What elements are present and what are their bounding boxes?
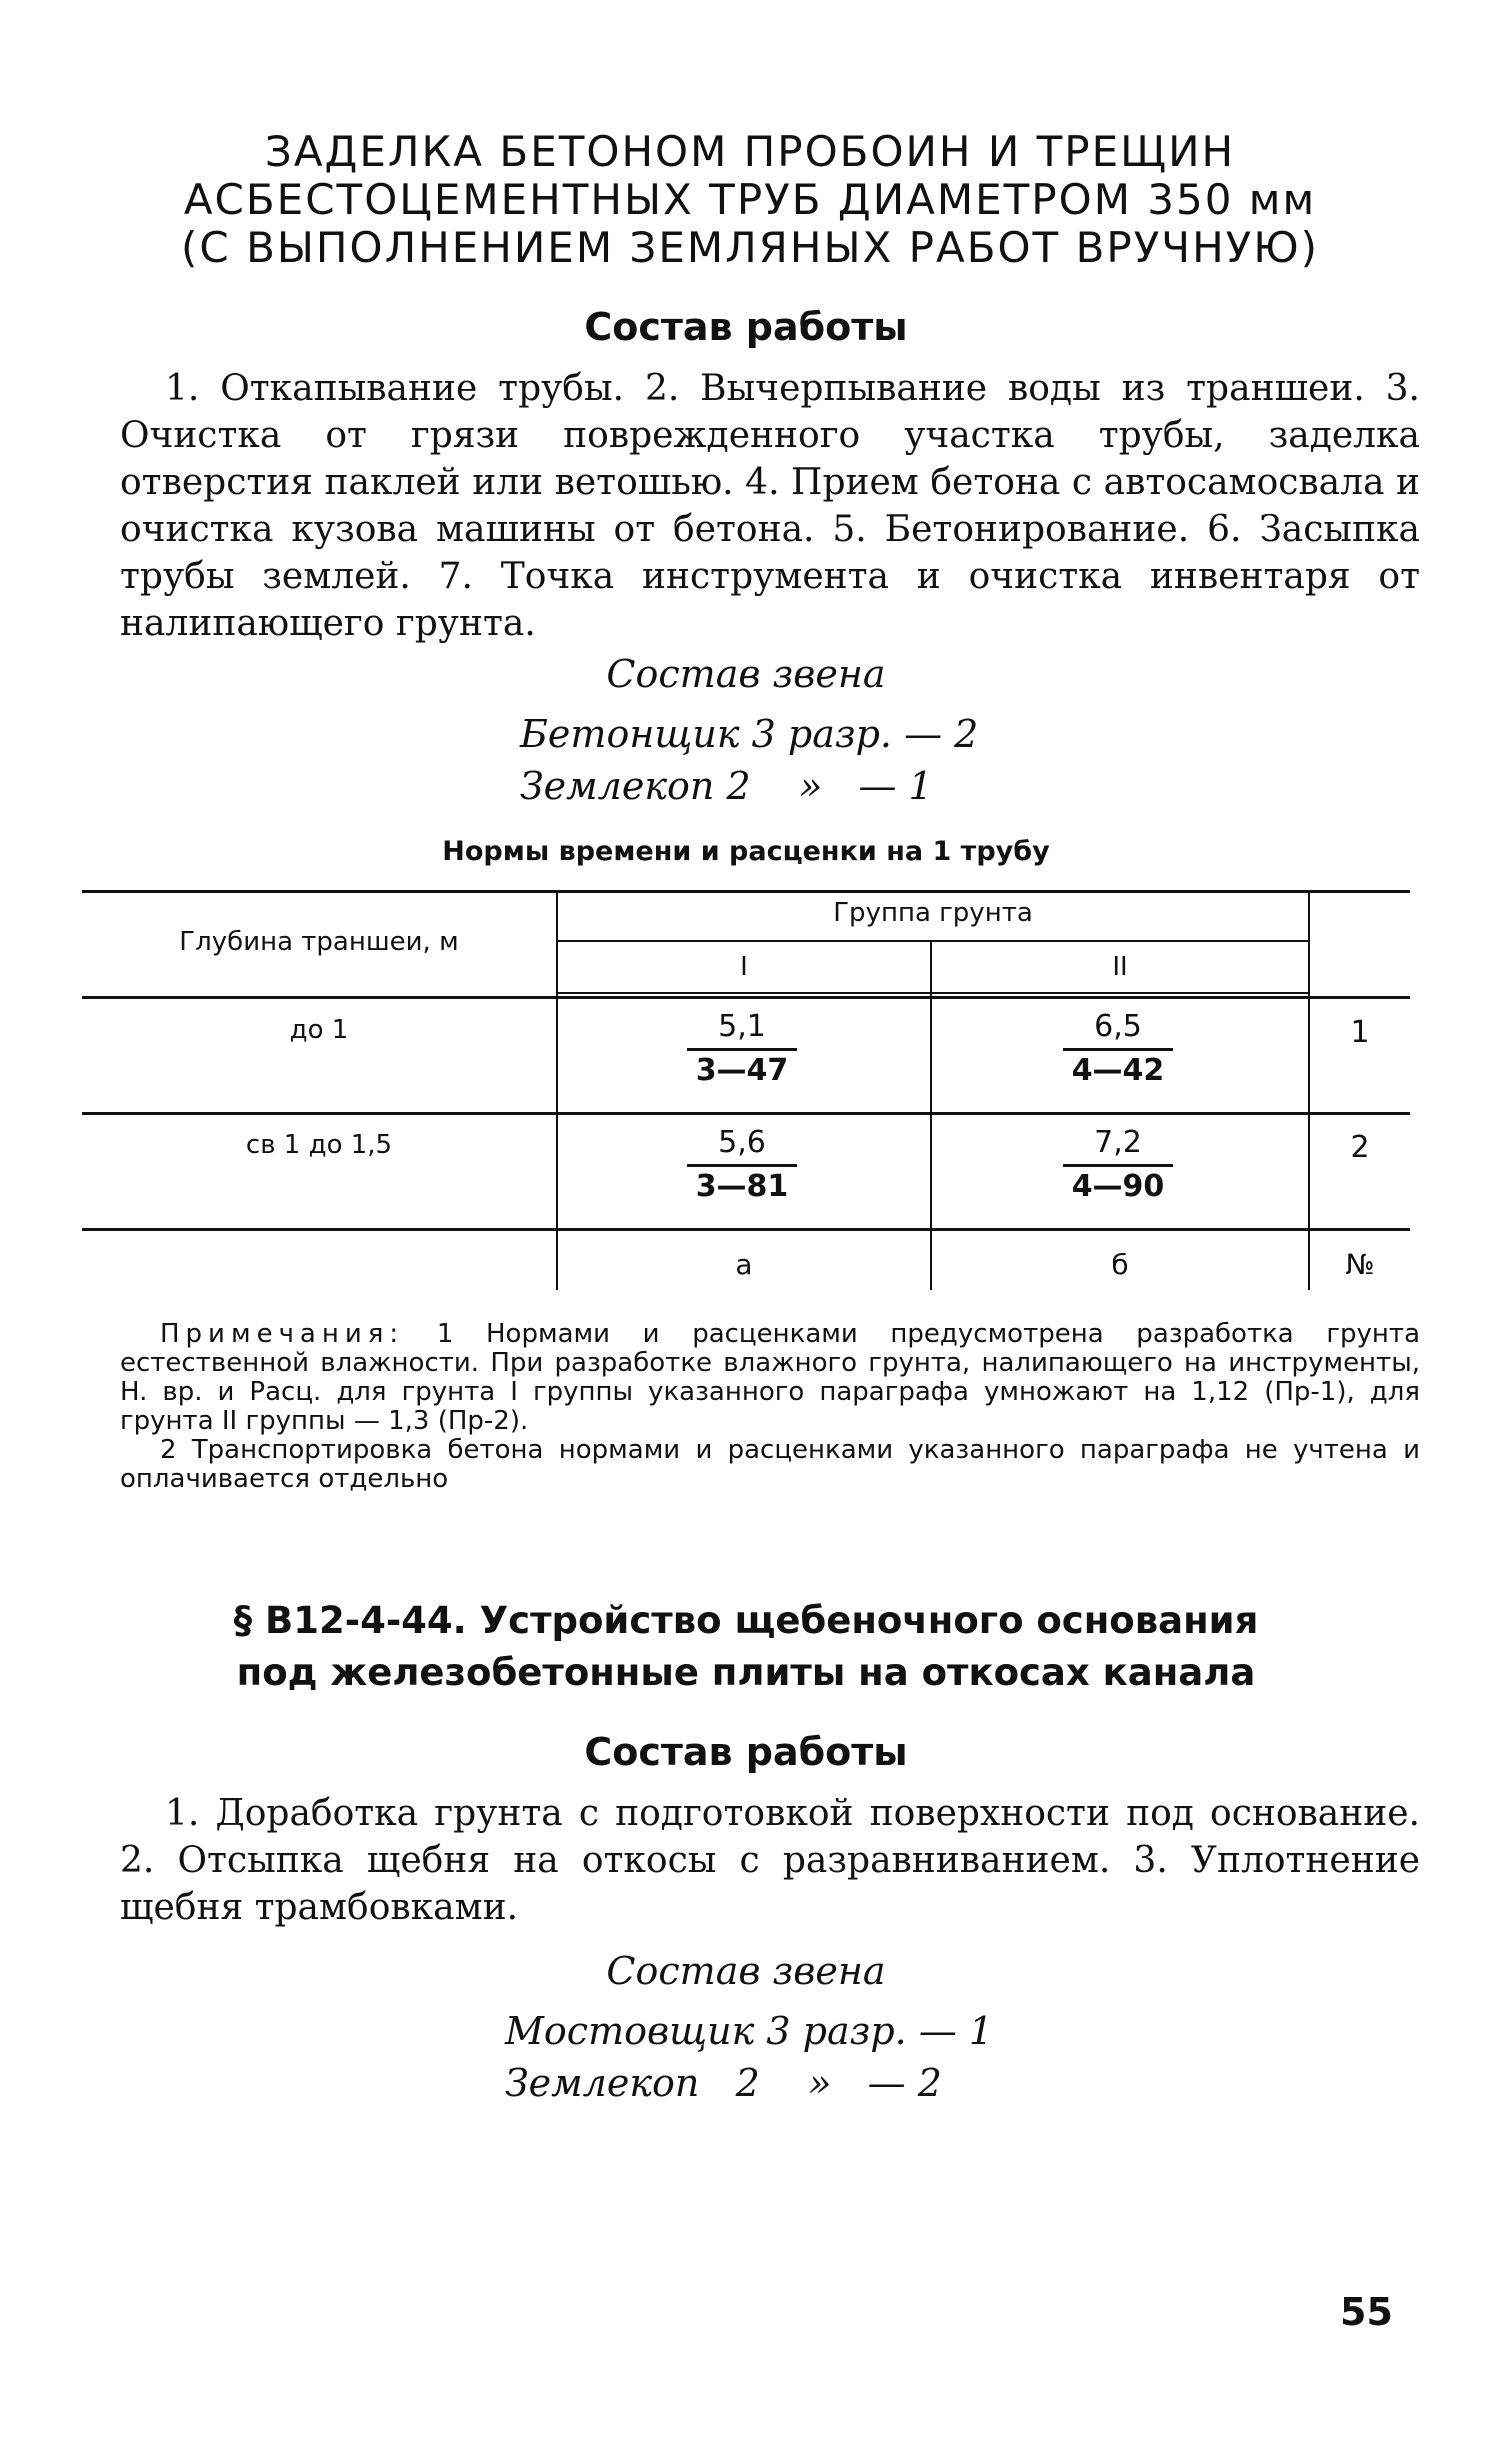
row-number: 2: [1350, 1130, 1370, 1165]
crew-member: Землекоп 2 » — 2: [505, 2061, 942, 2105]
norm-price-cell: [1063, 1124, 1173, 1207]
footer-col-b: б: [1111, 1248, 1129, 1281]
subheader-group-ii: II: [1112, 952, 1128, 982]
crew-member: Землекоп 2 » — 1: [520, 764, 933, 808]
price: 3—81: [695, 1169, 789, 1204]
column-header-soil-group: Группа грунта: [833, 898, 1033, 928]
title-line-1: ЗАДЕЛКА БЕТОНОМ ПРОБОИН И ТРЕЩИН: [264, 127, 1236, 176]
table-caption: Нормы времени и расценки на 1 трубу: [442, 836, 1050, 867]
work-steps: 1. Откапывание трубы. 2. Вычерпывание воды из траншеи. 3. Очистка от грязи поврежденного участка трубы, заделка отверстия паклей или ветошью. 4. Прием бетона с автосамосвала и очистка кузова машины от бетона. 5. Бетонирование. 6. Засыпка трубы землей. 7. Точка инструмента и очистка инвентаря от налипающего грунта.: [120, 368, 1420, 644]
table-rule: [556, 890, 558, 1290]
work-composition-text-2: [120, 1790, 1420, 1931]
title-line-3: (С ВЫПОЛНЕНИЕМ ЗЕМЛЯНЫХ РАБОТ ВРУЧНУЮ): [181, 223, 1319, 272]
norm-price-cell: [1063, 1008, 1173, 1091]
crew-heading-2: Состав звена: [606, 1949, 886, 1993]
time-norm: 5,6: [687, 1124, 797, 1167]
title-line-2: АСБЕСТОЦЕМЕНТНЫХ ТРУБ ДИАМЕТРОМ 350 мм: [183, 175, 1317, 224]
crew-list-2: [505, 2005, 1105, 2109]
table-rule: [82, 1112, 1410, 1115]
section-heading-line-2: под железобетонные плиты на откосах канала: [236, 1651, 1256, 1694]
section-heading-line-1: § В12-4-44. Устройство щебеночного основания: [233, 1599, 1259, 1642]
footer-col-a: а: [735, 1248, 753, 1281]
row-number: 1: [1350, 1015, 1370, 1050]
table-rule: [82, 996, 1410, 999]
crew-member: Мостовщик 3 разр. — 1: [505, 2009, 994, 2053]
table-rule: [82, 1228, 1410, 1231]
work-composition-heading: Состав работы: [584, 305, 908, 349]
notes-block: [120, 1320, 1420, 1494]
footer-col-number: №: [1345, 1248, 1375, 1281]
crew-member: Бетонщик 3 разр. — 2: [520, 712, 979, 756]
price: 4—42: [1071, 1053, 1165, 1088]
note-1: [120, 1320, 1420, 1436]
table-rule: [558, 940, 1308, 942]
norm-price-cell: [687, 1124, 797, 1207]
table-rule: [1308, 890, 1310, 1290]
table-rule: [930, 940, 932, 1290]
notes-label: Примечания:: [160, 1319, 405, 1349]
page-title: [150, 128, 1350, 272]
note-2: 2 Транспортировка бетона нормами и расценками указанного параграфа не учтена и оплачивается отдельно: [120, 1435, 1420, 1494]
crew-list: [520, 708, 1120, 812]
depth-cell: до 1: [289, 1015, 349, 1045]
column-header-depth: Глубина траншеи, м: [179, 927, 459, 957]
work-composition-heading-2: Состав работы: [584, 1730, 908, 1774]
norm-price-cell: [687, 1008, 797, 1091]
price: 3—47: [695, 1053, 789, 1088]
price: 4—90: [1071, 1169, 1165, 1204]
work-composition-text: [120, 365, 1420, 647]
depth-cell: св 1 до 1,5: [245, 1130, 393, 1160]
time-norm: 5,1: [687, 1008, 797, 1051]
note-1-text: 1 Нормами и расценками предусмотрена разработка грунта естественной влажности. При разработке влажного грунта, налипающего на инструменты, H. вр. и Расц. для грунта I группы указанного параграфа умножают на 1,12 (Пр-1), для грунта II группы — 1,3 (Пр-2).: [120, 1319, 1421, 1436]
table-rule: [82, 890, 1410, 893]
section-heading: [0, 1595, 1492, 1699]
time-norm: 7,2: [1063, 1124, 1173, 1167]
subheader-group-i: I: [740, 952, 748, 982]
page-number: 55: [1340, 2290, 1393, 2334]
work-steps-2: 1. Доработка грунта с подготовкой поверхности под основание. 2. Отсыпка щебня на откосы с разравниванием. 3. Уплотнение щебня трамбовками.: [120, 1793, 1420, 1928]
time-norm: 6,5: [1063, 1008, 1173, 1051]
crew-heading: Состав звена: [606, 652, 886, 696]
table-rule: [558, 992, 1308, 994]
